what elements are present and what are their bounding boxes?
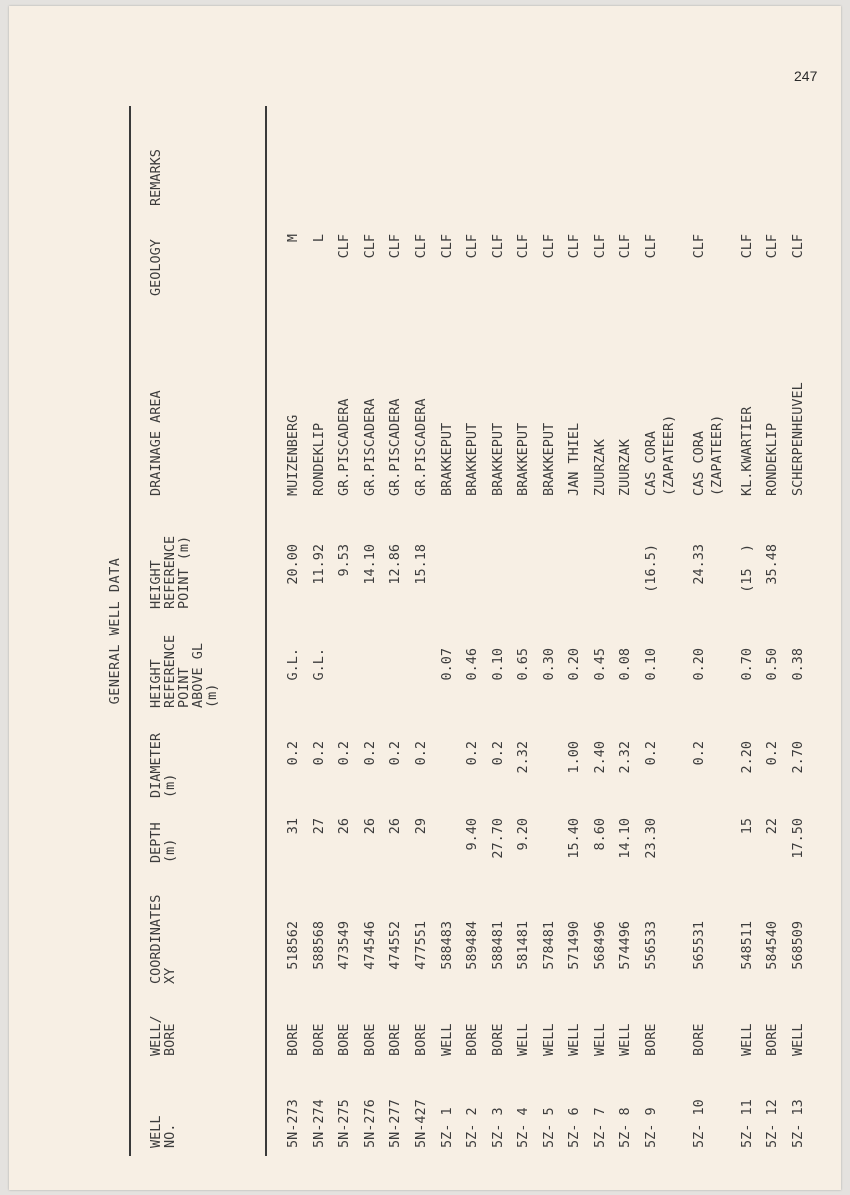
- well-no-cell: 5Z- 2: [464, 1107, 480, 1148]
- well-bore-cell: BORE: [464, 1023, 480, 1056]
- well-bore-cell: WELL: [617, 1023, 633, 1056]
- drainage-area-cell: ZUURZAK: [617, 439, 633, 496]
- drainage-area-cell: GR.PISCADERA: [336, 398, 352, 496]
- table-row: [463, 106, 481, 1156]
- well-no-cell: 5Z- 9: [642, 1107, 659, 1148]
- geology-cell: CLF: [690, 234, 707, 259]
- height-above-gl-cell: 0.65: [515, 648, 531, 681]
- coordinates-cell: 477551: [412, 921, 429, 970]
- table-row: [763, 106, 781, 1156]
- well-bore-cell: WELL: [515, 1023, 531, 1056]
- geology-cell: CLF: [336, 234, 352, 259]
- geology-cell: CLF: [642, 234, 659, 259]
- depth-cell: 22: [764, 818, 780, 835]
- height-above-gl-cell: 0.20: [566, 648, 582, 681]
- height-reference-cell: 24.33: [690, 544, 707, 585]
- header-bottom-rule: [265, 106, 267, 1156]
- drainage-area-cell: MUIZENBERG: [285, 414, 301, 496]
- geology-cell: CLF: [591, 234, 608, 259]
- drainage-area-cell: KL.KWARTIER: [738, 406, 755, 496]
- diameter-cell: 1.00: [566, 741, 582, 774]
- well-no-cell: 5Z- 4: [515, 1107, 531, 1148]
- depth-cell: 8.60: [591, 818, 608, 851]
- table-row: [642, 106, 677, 1156]
- well-no-cell: 5Z- 10: [690, 1099, 707, 1148]
- coordinates-cell: 565531: [690, 921, 707, 970]
- well-no-cell: 5N-275: [336, 1099, 352, 1148]
- geology-cell: CLF: [438, 234, 455, 259]
- geology-cell: CLF: [361, 234, 378, 259]
- height-above-gl-cell: 0.50: [764, 648, 780, 681]
- table-row: [540, 106, 558, 1156]
- table-row: [690, 106, 725, 1156]
- table-row: [789, 106, 807, 1156]
- coordinates-cell: 474546: [361, 921, 378, 970]
- height-reference-cell: 35.48: [764, 544, 780, 585]
- header-coordinates: COORDINATES XY: [148, 894, 178, 984]
- depth-cell: 26: [361, 818, 378, 835]
- diameter-cell: 0.2: [336, 741, 352, 766]
- geology-cell: CLF: [540, 234, 557, 259]
- well-no-cell: 5N-276: [361, 1099, 378, 1148]
- height-above-gl-cell: 0.30: [540, 648, 557, 681]
- depth-cell: 23.30: [642, 818, 659, 859]
- height-above-gl-cell: 0.46: [464, 648, 480, 681]
- well-bore-cell: BORE: [764, 1023, 780, 1056]
- well-no-cell: 5Z- 3: [489, 1107, 506, 1148]
- well-bore-cell: BORE: [361, 1023, 378, 1056]
- geology-cell: CLF: [515, 234, 531, 259]
- well-bore-cell: WELL: [566, 1023, 582, 1056]
- well-bore-cell: WELL: [591, 1023, 608, 1056]
- drainage-area-cell: SCHERPENHEUVEL: [789, 382, 806, 496]
- diameter-cell: 0.2: [764, 741, 780, 766]
- height-above-gl-cell: 0.08: [617, 648, 633, 681]
- depth-cell: 26: [336, 818, 352, 835]
- geology-cell: CLF: [489, 234, 506, 259]
- diameter-cell: 2.20: [738, 741, 755, 774]
- table-row: [514, 106, 532, 1156]
- coordinates-cell: 473549: [336, 921, 352, 970]
- height-above-gl-cell: 0.45: [591, 648, 608, 681]
- depth-cell: 15: [738, 818, 755, 835]
- table-row: [616, 106, 634, 1156]
- diameter-cell: 2.70: [789, 741, 806, 774]
- diameter-cell: 0.2: [412, 741, 429, 766]
- depth-cell: 27.70: [489, 818, 506, 859]
- coordinates-cell: 588481: [489, 921, 506, 970]
- well-bore-cell: WELL: [738, 1023, 755, 1056]
- coordinates-cell: 588483: [438, 921, 455, 970]
- height-above-gl-cell: 0.20: [690, 648, 707, 681]
- diameter-cell: 0.2: [361, 741, 378, 766]
- coordinates-cell: 474552: [387, 921, 403, 970]
- geology-cell: CLF: [464, 234, 480, 259]
- table-row: [386, 106, 404, 1156]
- height-above-gl-cell: 0.38: [789, 648, 806, 681]
- coordinates-cell: 571490: [566, 921, 582, 970]
- table-row: [361, 106, 379, 1156]
- drainage-area-cell: JAN THIEL: [566, 422, 582, 496]
- geology-cell: CLF: [412, 234, 429, 259]
- well-bore-cell: BORE: [336, 1023, 352, 1056]
- geology-cell: L: [310, 234, 327, 243]
- depth-cell: 31: [285, 818, 301, 835]
- geology-cell: M: [285, 234, 301, 243]
- diameter-cell: 0.2: [642, 741, 659, 766]
- table-row: [335, 106, 353, 1156]
- diameter-cell: 0.2: [387, 741, 403, 766]
- well-no-cell: 5Z- 8: [617, 1107, 633, 1148]
- table-title: GENERAL WELL DATA: [107, 557, 123, 705]
- coordinates-cell: 574496: [617, 921, 633, 970]
- height-reference-cell: (15 ): [738, 544, 755, 593]
- well-no-cell: 5N-427: [412, 1099, 429, 1148]
- height-reference-cell: 14.10: [361, 544, 378, 585]
- geology-cell: CLF: [738, 234, 755, 259]
- well-bore-cell: BORE: [285, 1023, 301, 1056]
- well-no-cell: 5Z- 6: [566, 1107, 582, 1148]
- depth-cell: 9.20: [515, 818, 531, 851]
- height-above-gl-cell: 0.10: [489, 648, 506, 681]
- coordinates-cell: 548511: [738, 921, 755, 970]
- drainage-area-cell: GR.PISCADERA: [361, 398, 378, 496]
- drainage-area-cell: CAS CORA (ZAPATEER): [642, 414, 677, 496]
- depth-cell: 29: [412, 818, 429, 835]
- header-remarks: REMARKS: [148, 149, 164, 206]
- well-no-cell: 5N-273: [285, 1099, 301, 1148]
- well-bore-cell: WELL: [540, 1023, 557, 1056]
- drainage-area-cell: GR.PISCADERA: [412, 398, 429, 496]
- table-row: [565, 106, 583, 1156]
- drainage-area-cell: BRAKKEPUT: [438, 422, 455, 496]
- drainage-area-cell: BRAKKEPUT: [540, 422, 557, 496]
- geology-cell: CLF: [789, 234, 806, 259]
- header-geology: GEOLOGY: [148, 239, 164, 296]
- well-no-cell: 5N-277: [387, 1099, 403, 1148]
- header-height-reference: HEIGHT REFERENCE POINT (m): [148, 535, 192, 609]
- coordinates-cell: 578481: [540, 921, 557, 970]
- header-well-bore: WELL/ BORE: [148, 1015, 178, 1056]
- header-top-rule: [129, 106, 131, 1156]
- depth-cell: 14.10: [617, 818, 633, 859]
- diameter-cell: 2.32: [617, 741, 633, 774]
- rotated-table: [107, 106, 850, 1156]
- coordinates-cell: 568496: [591, 921, 608, 970]
- well-bore-cell: BORE: [690, 1023, 707, 1056]
- diameter-cell: 0.2: [310, 741, 327, 766]
- header-height-above-gl: HEIGHT REFERENCE POINT ABOVE GL (m): [148, 634, 220, 708]
- drainage-area-cell: ZUURZAK: [591, 439, 608, 496]
- well-bore-cell: BORE: [310, 1023, 327, 1056]
- height-reference-cell: 15.18: [412, 544, 429, 585]
- depth-cell: 26: [387, 818, 403, 835]
- diameter-cell: 0.2: [285, 741, 301, 766]
- coordinates-cell: 584540: [764, 921, 780, 970]
- height-above-gl-cell: 0.70: [738, 648, 755, 681]
- well-bore-cell: BORE: [489, 1023, 506, 1056]
- well-bore-cell: WELL: [438, 1023, 455, 1056]
- diameter-cell: 2.32: [515, 741, 531, 774]
- table-row: [284, 106, 302, 1156]
- drainage-area-cell: RONDEKLIP: [764, 422, 780, 496]
- coordinates-cell: 589484: [464, 921, 480, 970]
- geology-cell: CLF: [387, 234, 403, 259]
- header-diameter: DIAMETER (m): [148, 732, 178, 798]
- page-number: 247: [794, 68, 818, 84]
- well-no-cell: 5Z- 11: [738, 1099, 755, 1148]
- header-depth: DEPTH (m): [148, 822, 178, 863]
- height-above-gl-cell: G.L.: [310, 648, 327, 681]
- table-row: [489, 106, 507, 1156]
- diameter-cell: 0.2: [464, 741, 480, 766]
- height-reference-cell: 12.86: [387, 544, 403, 585]
- table-row: [438, 106, 456, 1156]
- height-above-gl-cell: G.L.: [285, 648, 301, 681]
- geology-cell: CLF: [764, 234, 780, 259]
- well-no-cell: 5Z- 1: [438, 1107, 455, 1148]
- well-bore-cell: WELL: [789, 1023, 806, 1056]
- diameter-cell: 2.40: [591, 741, 608, 774]
- depth-cell: 27: [310, 818, 327, 835]
- height-reference-cell: (16.5): [642, 544, 659, 593]
- table-row: [591, 106, 609, 1156]
- document-page: [9, 6, 841, 1190]
- table-row: [412, 106, 430, 1156]
- diameter-cell: 0.2: [690, 741, 707, 766]
- well-no-cell: 5Z- 5: [540, 1107, 557, 1148]
- depth-cell: 9.40: [464, 818, 480, 851]
- coordinates-cell: 581481: [515, 921, 531, 970]
- drainage-area-cell: BRAKKEPUT: [515, 422, 531, 496]
- drainage-area-cell: BRAKKEPUT: [489, 422, 506, 496]
- header-well-no: WELL NO.: [148, 1115, 178, 1148]
- height-above-gl-cell: 0.10: [642, 648, 659, 681]
- drainage-area-cell: GR.PISCADERA: [387, 398, 403, 496]
- coordinates-cell: 568509: [789, 921, 806, 970]
- diameter-cell: 0.2: [489, 741, 506, 766]
- well-bore-cell: BORE: [387, 1023, 403, 1056]
- coordinates-cell: 556533: [642, 921, 659, 970]
- well-bore-cell: BORE: [412, 1023, 429, 1056]
- height-reference-cell: 20.00: [285, 544, 301, 585]
- depth-cell: 15.40: [566, 818, 582, 859]
- table-row: [738, 106, 756, 1156]
- header-drainage-area: DRAINAGE AREA: [148, 390, 164, 496]
- coordinates-cell: 588568: [310, 921, 327, 970]
- height-reference-cell: 9.53: [336, 544, 352, 577]
- well-bore-cell: BORE: [642, 1023, 659, 1056]
- height-above-gl-cell: 0.07: [438, 648, 455, 681]
- well-no-cell: 5Z- 12: [764, 1099, 780, 1148]
- table-row: [310, 106, 328, 1156]
- geology-cell: CLF: [617, 234, 633, 259]
- drainage-area-cell: BRAKKEPUT: [464, 422, 480, 496]
- well-no-cell: 5Z- 7: [591, 1107, 608, 1148]
- depth-cell: 17.50: [789, 818, 806, 859]
- geology-cell: CLF: [566, 234, 582, 259]
- drainage-area-cell: CAS CORA (ZAPATEER): [690, 414, 725, 496]
- well-no-cell: 5N-274: [310, 1099, 327, 1148]
- well-no-cell: 5Z- 13: [789, 1099, 806, 1148]
- coordinates-cell: 518562: [285, 921, 301, 970]
- height-reference-cell: 11.92: [310, 544, 327, 585]
- drainage-area-cell: RONDEKLIP: [310, 422, 327, 496]
